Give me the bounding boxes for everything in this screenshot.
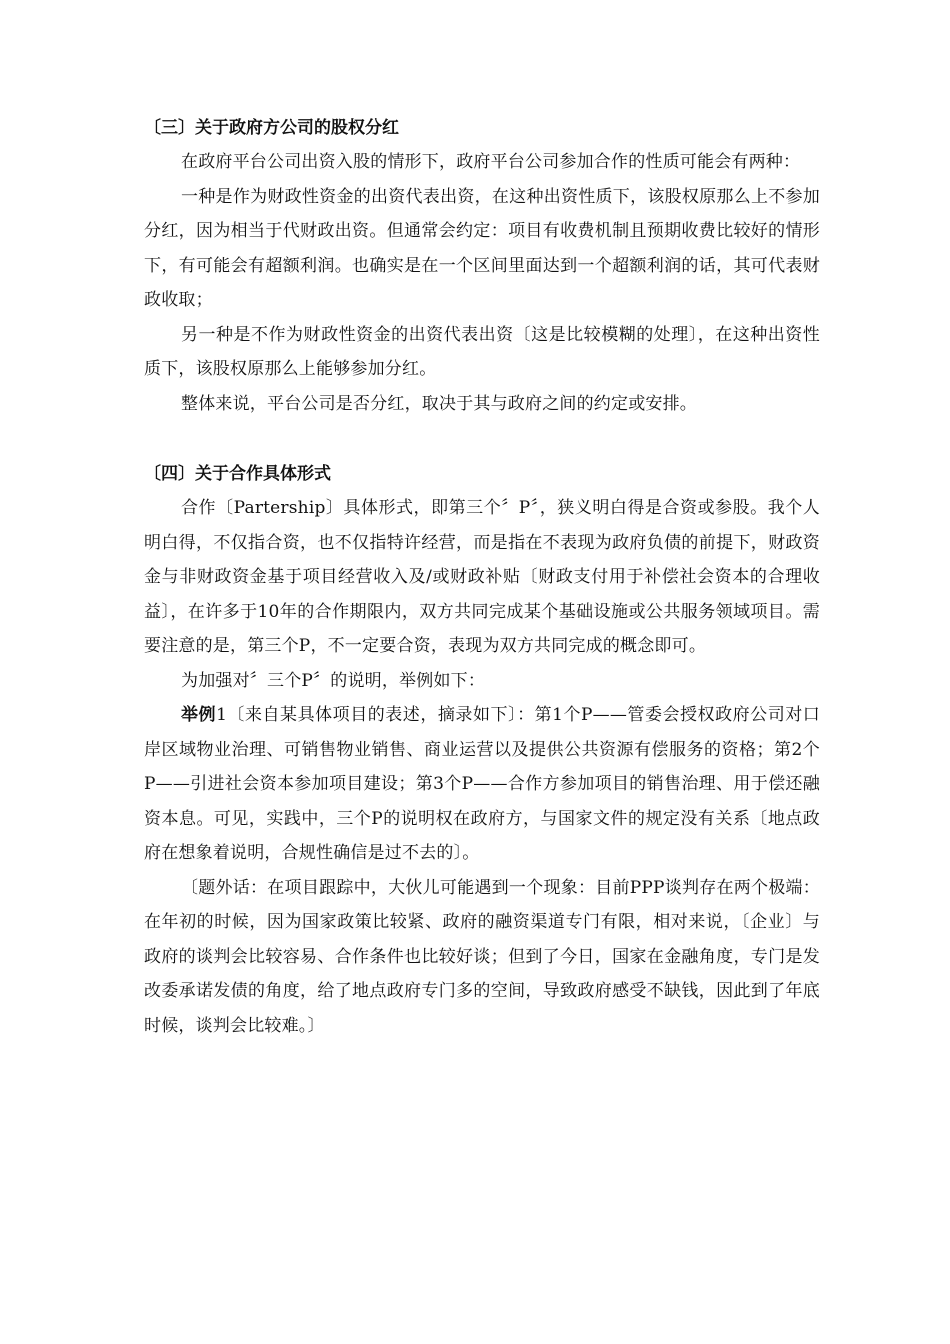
section-gap <box>144 421 820 457</box>
section-3-paragraph-2: 一种是作为财政性资金的出资代表出资，在这种出资性质下，该股权原那么上不参加分红，因为相当于代财政出资。但通常会约定：项目有收费机制且预期收费比较好的情形下，有可能会有超额利润。也确实是在一个区间里面达到一个超额利润的话，其可代表财政收取； <box>144 186 820 310</box>
example-label: 举例 <box>181 705 217 725</box>
section-4-paragraph-2: 为加强对〞三个P〞的说明，举例如下： <box>181 670 486 691</box>
section-3-heading: 〔三〕关于政府方公司的股权分红 <box>144 118 399 138</box>
section-4-heading: 〔四〕关于合作具体形式 <box>144 464 331 484</box>
section-4-example-paragraph <box>144 698 820 871</box>
section-3-paragraph-3: 另一种是不作为财政性资金的出资代表出资〔这是比较模糊的处理〕，在这种出资性质下，该股权原那么上能够参加分红。 <box>144 324 820 379</box>
example-text: 1〔来自某具体项目的表述，摘录如下〕：第1个P——管委会授权政府公司对口岸区域物业治理、可销售物业销售、商业运营以及提供公共资源有偿服务的资格；第2个P——引进社会资本参加项目建设；第3个P——合作方参加项目的销售治理、用于偿还融资本息。可见，实践中，三个P的说明权在政府方，与国家文件的规定没有关系〔地点政府在想象着说明，合规性确信是过不去的〕。 <box>144 705 820 863</box>
document-body <box>144 111 820 1043</box>
section-3-paragraph-1: 在政府平台公司出资入股的情形下，政府平台公司参加合作的性质可能会有两种： <box>181 152 801 172</box>
section-3-paragraph-4: 整体来说，平台公司是否分红，取决于其与政府之间的约定或安排。 <box>181 393 697 414</box>
section-4-aside-paragraph: 〔题外话：在项目跟踪中，大伙儿可能遇到一个现象：目前PPP谈判存在两个极端：在年初的时候，因为国家政策比较紧、政府的融资渠道专门有限，相对来说，〔企业〕与政府的谈判会比较容易、合作条件也比较好谈；但到了今日，国家在金融角度，专门是发改委承诺发债的角度，给了地点政府专门多的空间，导致政府感受不缺钱，因此到了年底时候，谈判会比较难。〕 <box>144 877 820 1036</box>
section-4-paragraph-1: 合作〔Partership〕具体形式，即第三个〞P〞，狭义明白得是合资或参股。我个人明白得，不仅指合资，也不仅指特许经营，而是指在不表现为政府负债的前提下，财政资金与非财政资金基于项目经营收入及/或财政补贴〔财政支付用于补偿社会资本的合理收益〕，在许多于10年的合作期限内，双方共同完成某个基础设施或公共服务领域项目。需要注意的是，第三个P，不一定要合资，表现为双方共同完成的概念即可。 <box>144 498 820 656</box>
